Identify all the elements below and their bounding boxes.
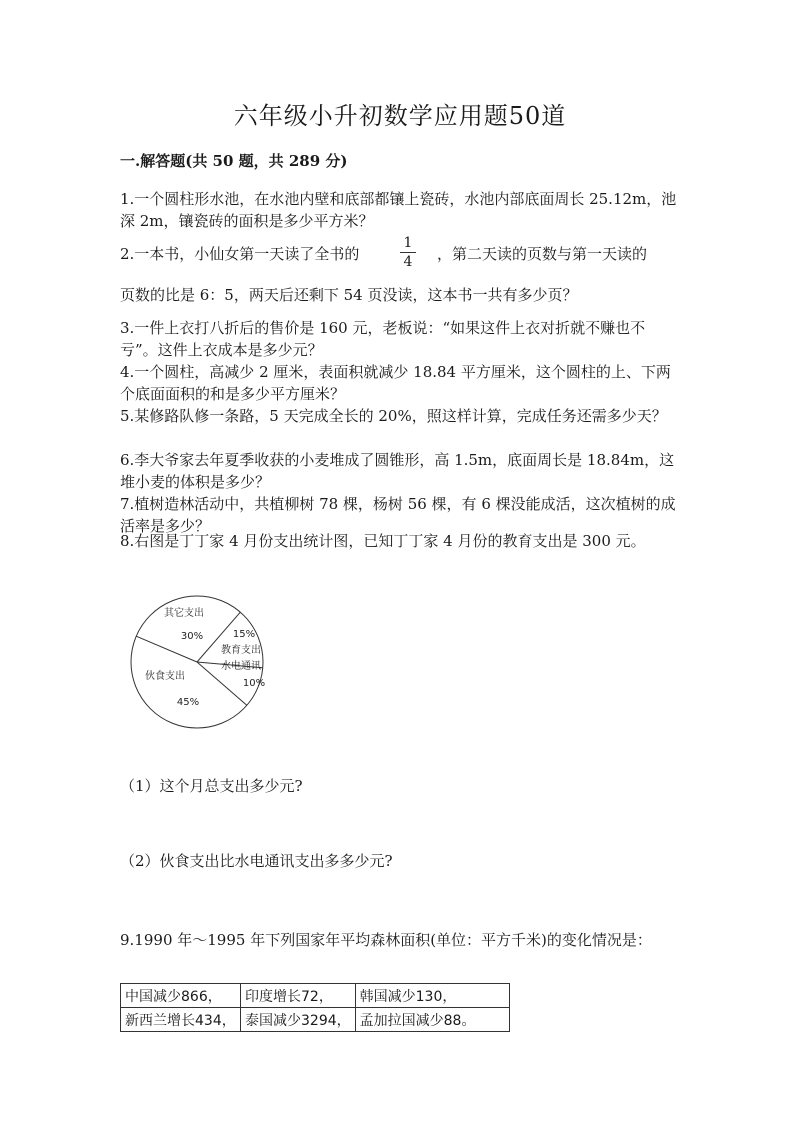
label-other-percent: 30% — [180, 631, 204, 642]
question-1: 1.一个圆柱形水池，在水池内壁和底部都镶上瓷砖，水池内部底面周长 25.12m，池深 2m，镶瓷砖的面积是多少平方米？ — [120, 190, 677, 230]
table-row — [121, 1008, 510, 1032]
table-cell: 泰国减少3294， — [241, 1008, 356, 1032]
page-title: 六年级小升初数学应用题50道 — [233, 102, 567, 130]
fraction-numerator: 1 — [403, 235, 413, 251]
section-heading: 一.解答题(共 50 题，共 289 分) — [120, 152, 348, 170]
table-cell: 新西兰增长434， — [121, 1008, 241, 1032]
label-food-percent: 45% — [176, 697, 200, 708]
label-education-expense: 教育支出 — [221, 645, 261, 656]
question-2-part-3: 页数的比是 6：5，两天后还剩下 54 页没读，这本书一共有多少页？ — [120, 286, 578, 304]
question-8: 8.右图是丁丁家 4 月份支出统计图，已知丁丁家 4 月份的教育支出是 300 元。 — [120, 532, 646, 550]
table-row — [121, 984, 510, 1008]
label-utilities-expense: 水电通讯 — [221, 661, 261, 672]
question-8-sub-1: （1）这个月总支出多少元? — [120, 777, 303, 795]
question-2-part-2: ，第二天读的页数与第一天读的 — [437, 245, 648, 263]
question-2-part-1: 2.一本书，小仙女第一天读了全书的 — [120, 245, 360, 263]
question-6: 6.李大爷家去年夏季收获的小麦堆成了圆锥形，高 1.5m，底面周长是 18.84m，这堆小麦的体积是多少？ — [120, 451, 675, 491]
fraction-one-quarter — [400, 235, 416, 270]
label-education-percent: 15% — [232, 629, 256, 640]
question-3: 3.一件上衣打八折后的售价是 160 元，老板说：“如果这件上衣对折就不赚也不亏”。这件上衣成本是多少元？ — [120, 319, 646, 359]
fraction-denominator: 4 — [403, 254, 413, 270]
question-4: 4.一个圆柱，高减少 2 厘米，表面积就减少 18.84 平方厘米，这个圆柱的上、下两个底面面积的和是多少平方厘米？ — [120, 363, 671, 403]
label-utilities-percent: 10% — [242, 678, 266, 689]
expense-pie-chart — [120, 585, 280, 745]
question-8-sub-2: （2）伙食支出比水电通讯支出多多少元? — [120, 852, 393, 870]
label-other-expense: 其它支出 — [164, 608, 204, 619]
forest-change-table — [120, 983, 510, 1032]
table-cell: 韩国减少130， — [355, 984, 509, 1008]
table-cell: 中国减少866， — [121, 984, 241, 1008]
question-7: 7.植树造林活动中，共植柳树 78 棵，杨树 56 棵，有 6 棵没能成活，这次植树的成活率是多少？ — [120, 495, 676, 535]
question-5: 5.某修路队修一条路，5 天完成全长的 20%，照这样计算，完成任务还需多少天？ — [120, 407, 667, 425]
table-cell: 印度增长72， — [241, 984, 356, 1008]
table-cell: 孟加拉国减少88。 — [355, 1008, 509, 1032]
fraction-bar — [400, 252, 416, 253]
label-food-expense: 伙食支出 — [145, 671, 185, 682]
question-9: 9.1990 年～1995 年下列国家年平均森林面积(单位：平方千米)的变化情况是： — [120, 931, 652, 949]
